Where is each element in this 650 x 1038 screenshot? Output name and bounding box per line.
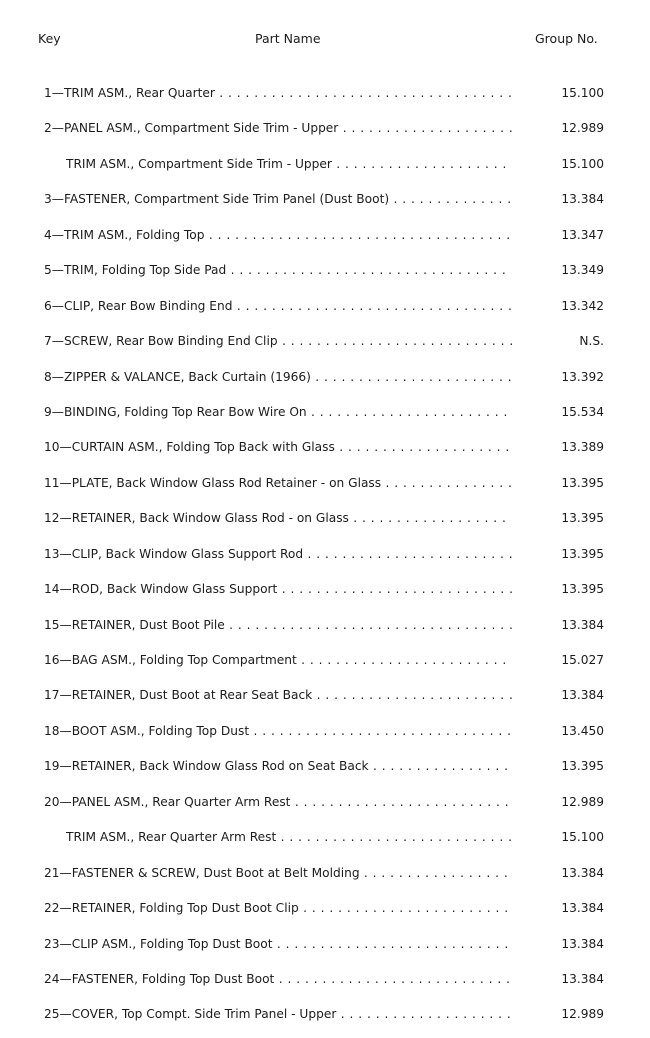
group-number: 13.395 xyxy=(553,547,604,561)
part-description: 10—CURTAIN ASM., Folding Top Back with Glass . . . xyxy=(44,440,512,454)
list-item xyxy=(0,573,650,608)
list-item xyxy=(0,502,650,537)
group-number: 13.395 xyxy=(553,759,604,773)
group-number: 13.384 xyxy=(553,901,604,915)
part-description: 5—TRIM, Folding Top Side Pad . . . xyxy=(44,263,512,277)
part-description: 13—CLIP, Back Window Glass Support Rod . . . xyxy=(44,547,512,561)
list-item xyxy=(0,112,650,147)
part-description: 20—PANEL ASM., Rear Quarter Arm Rest . . . xyxy=(44,795,512,809)
key-column-header: Key xyxy=(38,31,61,46)
part-description: 22—RETAINER, Folding Top Dust Boot Clip . . . xyxy=(44,901,512,915)
group-number: 15.100 xyxy=(553,157,604,171)
part-description: 17—RETAINER, Dust Boot at Rear Seat Back . . . xyxy=(44,688,512,702)
list-item xyxy=(0,254,650,289)
list-item xyxy=(0,467,650,502)
list-item xyxy=(0,148,650,183)
group-number: 13.342 xyxy=(553,299,604,313)
group-number: 13.384 xyxy=(553,688,604,702)
group-number: 15.534 xyxy=(553,405,604,419)
list-item xyxy=(0,290,650,325)
group-number: 13.395 xyxy=(553,582,604,596)
group-number: 12.989 xyxy=(553,1007,604,1021)
group-number: 13.384 xyxy=(553,937,604,951)
list-item xyxy=(0,928,650,963)
part-name-column-header: Part Name xyxy=(255,31,321,46)
group-number: 13.384 xyxy=(553,192,604,206)
list-item xyxy=(0,750,650,785)
list-item xyxy=(0,857,650,892)
list-item xyxy=(0,431,650,466)
part-description: 3—FASTENER, Compartment Side Trim Panel (Dust Boot) . . . xyxy=(44,192,512,206)
part-description: 1—TRIM ASM., Rear Quarter . . . xyxy=(44,86,512,100)
part-description: 11—PLATE, Back Window Glass Rod Retainer - on Glass . . . xyxy=(44,476,512,490)
part-description: 14—ROD, Back Window Glass Support . . . xyxy=(44,582,512,596)
part-description: 25—COVER, Top Compt. Side Trim Panel - Upper . . . xyxy=(44,1007,512,1021)
list-item xyxy=(0,183,650,218)
parts-list xyxy=(0,77,650,1034)
part-description: 15—RETAINER, Dust Boot Pile . . . xyxy=(44,618,512,632)
list-item xyxy=(0,715,650,750)
list-item xyxy=(0,786,650,821)
list-item xyxy=(0,538,650,573)
table-header xyxy=(0,0,650,50)
group-number: 13.384 xyxy=(553,618,604,632)
group-number: N.S. xyxy=(571,334,604,348)
list-item xyxy=(0,219,650,254)
list-item xyxy=(0,325,650,360)
list-item xyxy=(0,998,650,1033)
group-number: 12.989 xyxy=(553,121,604,135)
group-number: 15.100 xyxy=(553,830,604,844)
group-no-column-header: Group No. xyxy=(535,31,598,46)
group-number: 15.027 xyxy=(553,653,604,667)
list-item xyxy=(0,77,650,112)
part-description: 18—BOOT ASM., Folding Top Dust . . . xyxy=(44,724,512,738)
part-description: 12—RETAINER, Back Window Glass Rod - on Glass . . . xyxy=(44,511,512,525)
group-number: 13.450 xyxy=(553,724,604,738)
part-description: 16—BAG ASM., Folding Top Compartment . . . xyxy=(44,653,512,667)
list-item xyxy=(0,679,650,714)
group-number: 15.100 xyxy=(553,86,604,100)
part-description: 21—FASTENER & SCREW, Dust Boot at Belt Molding . . . xyxy=(44,866,512,880)
part-description: 7—SCREW, Rear Bow Binding End Clip . . . xyxy=(44,334,512,348)
group-number: 12.989 xyxy=(553,795,604,809)
part-description: 23—CLIP ASM., Folding Top Dust Boot . . . xyxy=(44,937,512,951)
list-item xyxy=(0,609,650,644)
group-number: 13.349 xyxy=(553,263,604,277)
part-description: 6—CLIP, Rear Bow Binding End . . . xyxy=(44,299,512,313)
list-item xyxy=(0,396,650,431)
group-number: 13.395 xyxy=(553,476,604,490)
list-item xyxy=(0,821,650,856)
group-number: 13.347 xyxy=(553,228,604,242)
part-description: 24—FASTENER, Folding Top Dust Boot . . . xyxy=(44,972,512,986)
group-number: 13.384 xyxy=(553,972,604,986)
part-description: 9—BINDING, Folding Top Rear Bow Wire On . . . xyxy=(44,405,512,419)
group-number: 13.395 xyxy=(553,511,604,525)
part-description: TRIM ASM., Compartment Side Trim - Upper . . . xyxy=(66,157,512,171)
list-item xyxy=(0,361,650,396)
group-number: 13.384 xyxy=(553,866,604,880)
list-item xyxy=(0,644,650,679)
list-item xyxy=(0,892,650,927)
group-number: 13.392 xyxy=(553,370,604,384)
part-description: 4—TRIM ASM., Folding Top . . . xyxy=(44,228,512,242)
part-description: 19—RETAINER, Back Window Glass Rod on Seat Back . . . xyxy=(44,759,512,773)
list-item xyxy=(0,963,650,998)
part-description: 8—ZIPPER & VALANCE, Back Curtain (1966) . . . xyxy=(44,370,512,384)
group-number: 13.389 xyxy=(553,440,604,454)
part-description: 2—PANEL ASM., Compartment Side Trim - Upper . . . xyxy=(44,121,512,135)
part-description: TRIM ASM., Rear Quarter Arm Rest . . . xyxy=(66,830,512,844)
